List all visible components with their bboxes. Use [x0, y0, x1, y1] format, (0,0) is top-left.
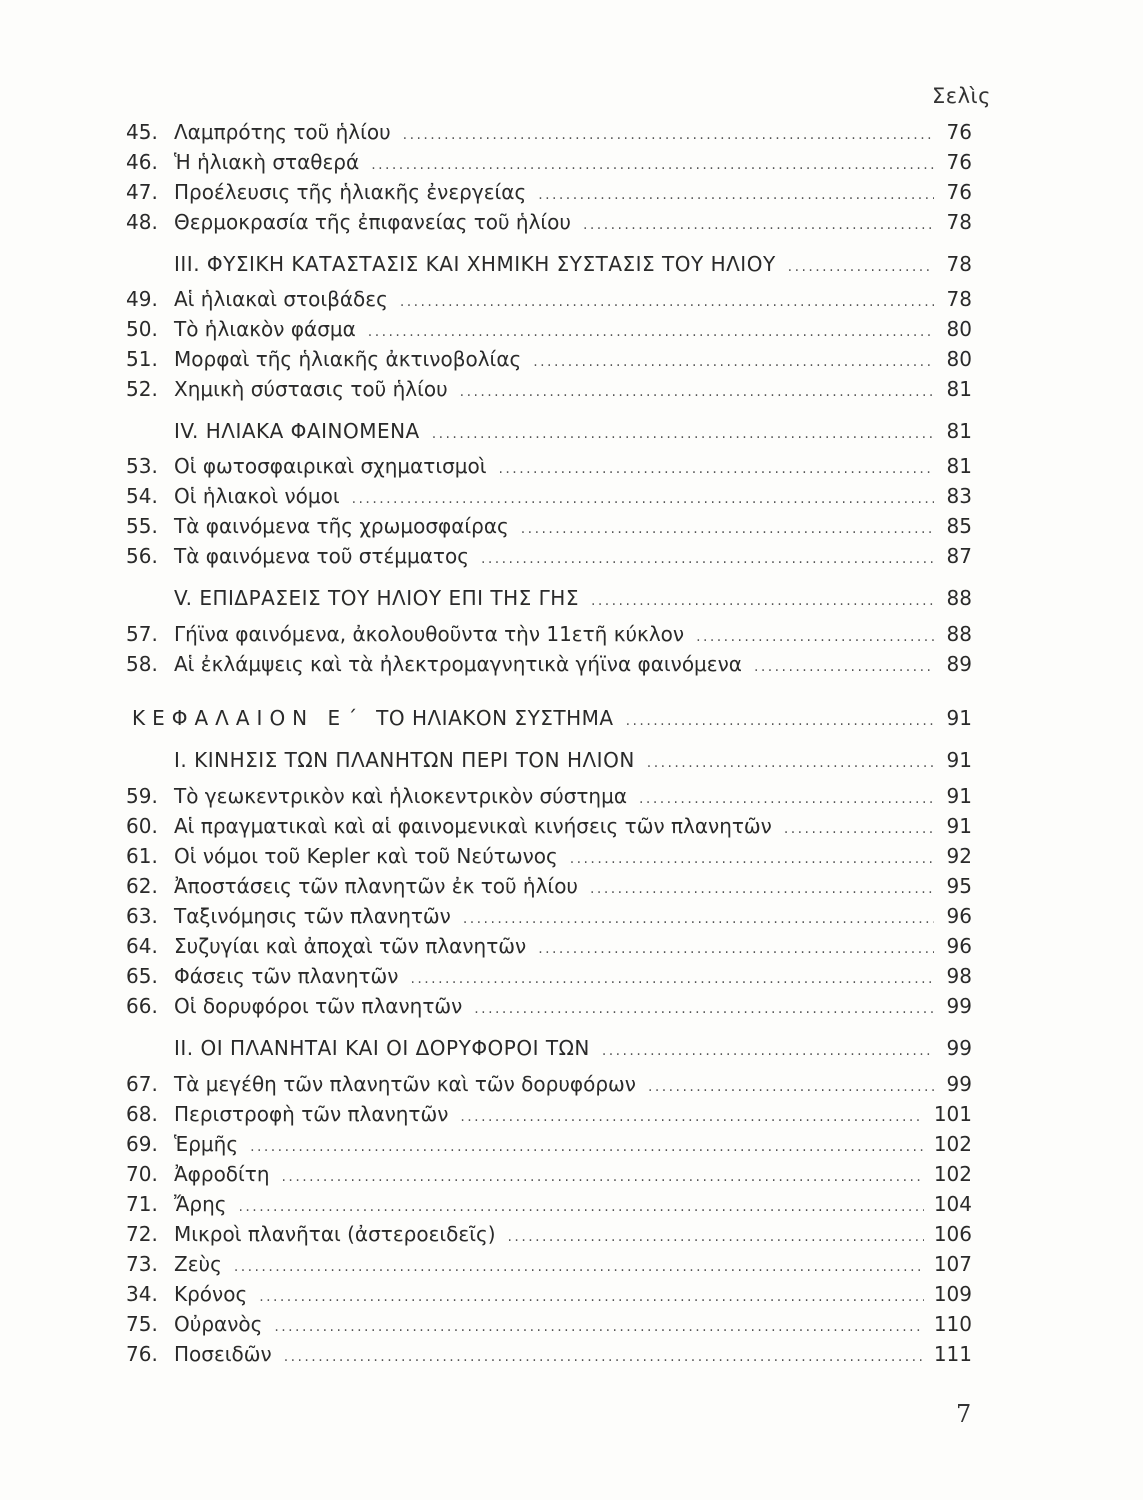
toc-entry: [126, 650, 972, 678]
toc-entry: [126, 620, 972, 648]
toc-entry: [126, 1160, 972, 1188]
toc-entry-number: 64.: [126, 934, 158, 958]
toc-leader-dots: [696, 623, 934, 651]
page-number: 7: [956, 1400, 972, 1428]
toc-section-title: I. ΚΙΝΗΣΙΣ ΤΩΝ ΠΛΑΝΗΤΩΝ ΠΕΡΙ ΤΟΝ ΗΛΙΟΝ: [174, 748, 635, 772]
toc-entry: [126, 148, 972, 176]
toc-entry-title: Τὰ φαινόμενα τῆς χρωμοσφαίρας: [174, 514, 509, 538]
toc-section-title: III. ΦΥΣΙΚΗ ΚΑΤΑΣΤΑΣΙΣ ΚΑΙ ΧΗΜΙΚΗ ΣΥΣΤΑΣΙΣ ΤΟΥ ΗΛΙΟΥ: [174, 252, 776, 276]
toc-page-number: 96: [946, 934, 972, 958]
toc-entry-title: Τὸ ἡλιακὸν φάσμα: [174, 317, 356, 341]
toc-page-number: 83: [946, 484, 972, 508]
toc-entry-title: Γήϊνα φαινόμενα, ἀκολουθοῦντα τὴν 11ετῆ κύκλον: [174, 622, 685, 646]
toc-section-title: II. ΟΙ ΠΛΑΝΗΤΑΙ ΚΑΙ ΟΙ ΔΟΡΥΦΟΡΟΙ ΤΩΝ: [174, 1036, 590, 1060]
toc-leader-dots: [432, 420, 934, 448]
toc-entry-number: 72.: [126, 1222, 158, 1246]
toc-entry: [126, 315, 972, 343]
toc-leader-dots: [400, 288, 934, 316]
toc-entry-number: 61.: [126, 844, 158, 868]
toc-leader-dots: [590, 875, 934, 903]
toc-leader-dots: [508, 1223, 924, 1251]
toc-leader-dots: [234, 1253, 924, 1281]
toc-page-number: 91: [946, 748, 972, 772]
toc-entry-number: 58.: [126, 652, 158, 676]
toc-page-number: 91: [946, 706, 972, 730]
toc-leader-dots: [538, 181, 934, 209]
toc-entry-number: 65.: [126, 964, 158, 988]
toc-page-number: 91: [946, 814, 972, 838]
toc-entry-title: Ζεὺς: [174, 1252, 222, 1276]
toc-entry: [126, 118, 972, 146]
toc-page-number: 109: [933, 1282, 972, 1306]
toc-leader-dots: [570, 845, 934, 873]
toc-page-number: 87: [946, 544, 972, 568]
toc-entry: [126, 902, 972, 930]
toc-leader-dots: [788, 253, 934, 281]
toc-entry-title: Ἄρης: [174, 1192, 227, 1216]
toc-entry-number: 75.: [126, 1312, 158, 1336]
toc-leader-dots: [259, 1283, 924, 1311]
toc-leader-dots: [639, 785, 934, 813]
toc-entry: [126, 452, 972, 480]
toc-page-number: 76: [946, 120, 972, 144]
toc-entry-number: 55.: [126, 514, 158, 538]
toc-entry-number: 69.: [126, 1132, 158, 1156]
toc-section-title: IV. ΗΛΙΑΚΑ ΦΑΙΝΟΜΕΝΑ: [174, 419, 420, 443]
toc-leader-dots: [250, 1133, 924, 1161]
toc-leader-dots: [460, 1103, 923, 1131]
toc-entry-title: Τὰ μεγέθη τῶν πλανητῶν καὶ τῶν δορυφόρων: [174, 1072, 636, 1096]
toc-page-number: 80: [946, 347, 972, 371]
toc-entry-title: Τὰ φαινόμενα τοῦ στέμματος: [174, 544, 469, 568]
toc-entry-number: 76.: [126, 1342, 158, 1366]
toc-entry-title: Προέλευσις τῆς ἡλιακῆς ἐνεργείας: [174, 180, 527, 204]
toc-page-number: 81: [946, 454, 972, 478]
toc-leader-dots: [521, 515, 934, 543]
toc-entry-number: 47.: [126, 180, 158, 204]
toc-entry-title: Ἑρμῆς: [174, 1132, 239, 1156]
toc-page-number: 111: [933, 1342, 972, 1366]
toc-page-number: 99: [946, 994, 972, 1018]
toc-page-number: 85: [946, 514, 972, 538]
toc-section-heading: [126, 746, 972, 774]
toc-page-number: 102: [933, 1162, 972, 1186]
toc-entry-title: Ἀποστάσεις τῶν πλανητῶν ἐκ τοῦ ἡλίου: [174, 874, 579, 898]
toc-leader-dots: [410, 965, 934, 993]
toc-page-number: 78: [946, 287, 972, 311]
toc-entry: [126, 1310, 972, 1338]
toc-entry-title: Χημικὴ σύστασις τοῦ ἡλίου: [174, 377, 448, 401]
toc-page-number: 101: [933, 1102, 972, 1126]
toc-entry-title: Ποσειδῶν: [174, 1342, 272, 1366]
toc-section-title: V. ΕΠΙΔΡΑΣΕΙΣ ΤΟΥ ΗΛΙΟΥ ΕΠΙ ΤΗΣ ΓΗΣ: [174, 586, 579, 610]
toc-entry: [126, 872, 972, 900]
toc-entry-title: Συζυγίαι καὶ ἀποχαὶ τῶν πλανητῶν: [174, 934, 527, 958]
toc-entry-title: Οἱ δορυφόροι τῶν πλανητῶν: [174, 994, 463, 1018]
toc-leader-dots: [602, 1037, 934, 1065]
toc-entry: [126, 1250, 972, 1278]
toc-leader-dots: [626, 707, 934, 735]
toc-page-number: 76: [946, 180, 972, 204]
toc-entry-title: Θερμοκρασία τῆς ἐπιφανείας τοῦ ἡλίου: [174, 210, 571, 234]
toc-entry: [126, 1280, 972, 1308]
toc-entry: [126, 178, 972, 206]
toc-leader-dots: [583, 211, 934, 239]
toc-entry-number: 56.: [126, 544, 158, 568]
toc-entry: [126, 1130, 972, 1158]
toc-page-number: 107: [933, 1252, 972, 1276]
toc-leader-dots: [591, 587, 934, 615]
toc-entry-title: Οἱ φωτοσφαιρικαὶ σχηματισμοὶ: [174, 454, 487, 478]
toc-entry-number: 62.: [126, 874, 158, 898]
toc-entry-title: Ταξινόμησις τῶν πλανητῶν: [174, 904, 451, 928]
toc-page-number: 88: [946, 622, 972, 646]
toc-entry-number: 68.: [126, 1102, 158, 1126]
toc-entry-number: 54.: [126, 484, 158, 508]
toc-leader-dots: [274, 1313, 923, 1341]
toc-entry-number: 66.: [126, 994, 158, 1018]
toc-entry-title: Λαμπρότης τοῦ ἡλίου: [174, 120, 391, 144]
toc-leader-dots: [754, 653, 934, 681]
toc-page-number: 102: [933, 1132, 972, 1156]
toc-entry-title: Οἱ ἡλιακοὶ νόμοι: [174, 484, 340, 508]
toc-entry-number: 57.: [126, 622, 158, 646]
toc-entry-title: Οἱ νόμοι τοῦ Kepler καὶ τοῦ Νεύτωνος: [174, 844, 558, 868]
toc-entry-number: 53.: [126, 454, 158, 478]
toc-entry-number: 73.: [126, 1252, 158, 1276]
toc-entry-number: 46.: [126, 150, 158, 174]
toc-entry-number: 70.: [126, 1162, 158, 1186]
toc-page-number: 104: [933, 1192, 972, 1216]
toc-page-number: 98: [946, 964, 972, 988]
toc-page-number: 110: [933, 1312, 972, 1336]
toc-entry: [126, 962, 972, 990]
page-column-header: Σελὶς: [932, 84, 991, 108]
toc-entry: [126, 542, 972, 570]
toc-entry: [126, 1220, 972, 1248]
toc-leader-dots: [284, 1343, 924, 1371]
toc-chapter-prefix: ΚΕΦΑΛΑΙΟΝ Ε΄: [132, 706, 365, 730]
toc-entry: [126, 482, 972, 510]
toc-entry: [126, 782, 972, 810]
toc-entry-number: 49.: [126, 287, 158, 311]
toc-entry: [126, 1070, 972, 1098]
toc-page-number: 80: [946, 317, 972, 341]
toc-leader-dots: [474, 995, 934, 1023]
toc-page-number: 95: [946, 874, 972, 898]
toc-leader-dots: [481, 545, 934, 573]
toc-entry: [126, 1340, 972, 1368]
toc-page-number: 91: [946, 784, 972, 808]
toc-entry: [126, 812, 972, 840]
toc-section-heading: [126, 417, 972, 445]
toc-entry-title: Αἱ ἐκλάμψεις καὶ τὰ ἠλεκτρομαγνητικὰ γήϊνα φαινόμενα: [174, 652, 742, 676]
toc-entry: [126, 375, 972, 403]
toc-page-number: 88: [946, 586, 972, 610]
toc-entry-title: Φάσεις τῶν πλανητῶν: [174, 964, 399, 988]
toc-leader-dots: [282, 1163, 924, 1191]
toc-entry-title: Μικροὶ πλανῆται (ἀστεροειδεῖς): [174, 1222, 496, 1246]
toc-entry-number: 50.: [126, 317, 158, 341]
toc-page-number: 106: [933, 1222, 972, 1246]
toc-leader-dots: [239, 1193, 924, 1221]
toc-leader-dots: [403, 121, 934, 149]
toc-entry-number: 34.: [126, 1282, 158, 1306]
toc-chapter-heading: [126, 704, 972, 732]
toc-entry-number: 71.: [126, 1192, 158, 1216]
toc-entry-number: 63.: [126, 904, 158, 928]
toc-leader-dots: [499, 455, 935, 483]
toc-page-number: 96: [946, 904, 972, 928]
toc-entry-number: 51.: [126, 347, 158, 371]
toc-leader-dots: [368, 318, 934, 346]
toc-leader-dots: [533, 348, 934, 376]
toc-entry: [126, 208, 972, 236]
toc-leader-dots: [352, 485, 934, 513]
toc-entry-title: Μορφαὶ τῆς ἡλιακῆς ἀκτινοβολίας: [174, 347, 522, 371]
toc-entry: [126, 1190, 972, 1218]
toc-leader-dots: [647, 749, 934, 777]
toc-page-number: 99: [946, 1072, 972, 1096]
toc-entry-title: Ἀφροδίτη: [174, 1162, 270, 1186]
toc-entry-title: Ἡ ἡλιακὴ σταθερά: [174, 150, 360, 174]
toc-page-number: 78: [946, 210, 972, 234]
toc-chapter-title: [126, 704, 614, 732]
toc-entry-title: Αἱ ἡλιακαὶ στοιβάδες: [174, 287, 388, 311]
toc-section-heading: [126, 1034, 972, 1062]
toc-leader-dots: [371, 151, 934, 179]
toc-entry-title: Αἱ πραγματικαὶ καὶ αἱ φαινομενικαὶ κινήσεις τῶν πλανητῶν: [174, 814, 772, 838]
toc-entry-title: Οὐρανὸς: [174, 1312, 263, 1336]
toc-leader-dots: [463, 905, 934, 933]
toc-entry: [126, 842, 972, 870]
toc-chapter-name: ΤΟ ΗΛΙΑΚΟΝ ΣΥΣΤΗΜΑ: [376, 706, 614, 730]
toc-entry-number: 52.: [126, 377, 158, 401]
toc-entry: [126, 932, 972, 960]
toc-page-number: 81: [946, 419, 972, 443]
toc-page-number: 81: [946, 377, 972, 401]
toc-entry-number: 45.: [126, 120, 158, 144]
toc-leader-dots: [784, 815, 934, 843]
toc-page-number: 92: [946, 844, 972, 868]
toc-page-number: 89: [946, 652, 972, 676]
toc-leader-dots: [538, 935, 934, 963]
toc-entry: [126, 1100, 972, 1128]
toc-entry: [126, 345, 972, 373]
toc-entry: [126, 285, 972, 313]
toc-entry-number: 67.: [126, 1072, 158, 1096]
toc-entry-number: 59.: [126, 784, 158, 808]
toc-entry-title: Περιστροφὴ τῶν πλανητῶν: [174, 1102, 449, 1126]
toc-entry-title: Τὸ γεωκεντρικὸν καὶ ἡλιοκεντρικὸν σύστημα: [174, 784, 628, 808]
toc-page-number: 76: [946, 150, 972, 174]
toc-leader-dots: [460, 378, 934, 406]
toc-leader-dots: [648, 1073, 934, 1101]
toc-entry-number: 48.: [126, 210, 158, 234]
toc-section-heading: [126, 584, 972, 612]
toc-entry-title: Κρόνος: [174, 1282, 248, 1306]
toc-page-number: 99: [946, 1036, 972, 1060]
toc-page-number: 78: [946, 252, 972, 276]
toc-entry-number: 60.: [126, 814, 158, 838]
toc-section-heading: [126, 250, 972, 278]
toc-entry: [126, 512, 972, 540]
toc-entry: [126, 992, 972, 1020]
